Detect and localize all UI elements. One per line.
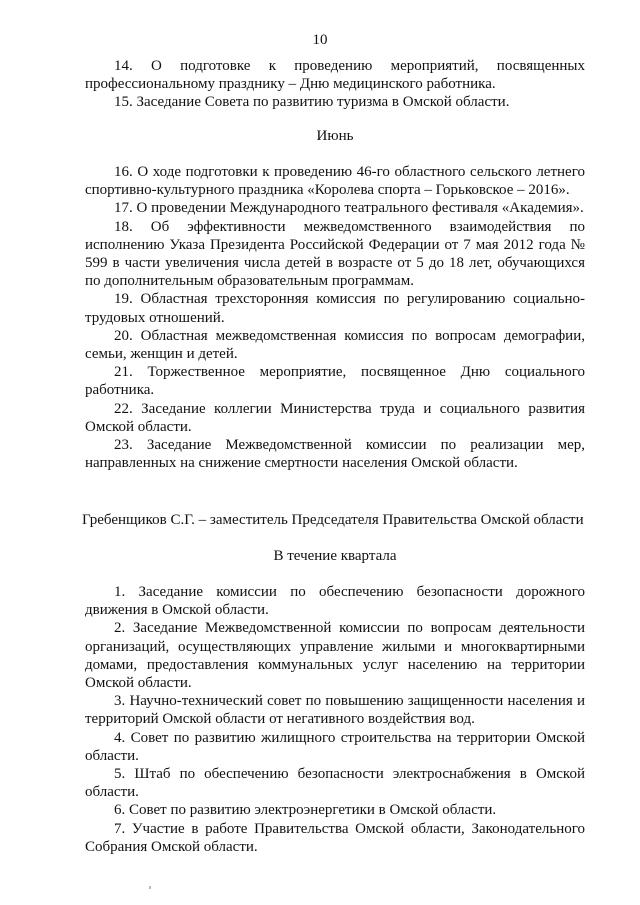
list-item: 5. Штаб по обеспечению безопасности электроснабжения в Омской области. <box>85 766 585 801</box>
list-item: 2. Заседание Межведомственной комиссии по вопросам деятельности организаций, осуществляющих управление жилыми и многоквартирными домами, предоставления коммунальных услуг населению на территории Омской области. <box>85 620 585 692</box>
list-item: 21. Торжественное мероприятие, посвященное Дню социального работника. <box>85 364 585 399</box>
responsible-line: Гребенщиков С.Г. – заместитель Председателя Правительства Омской области <box>82 512 584 528</box>
quarter-items-list <box>85 583 585 856</box>
list-item: 20. Областная межведомственная комиссия по вопросам демографии, семьи, женщин и детей. <box>85 327 585 363</box>
list-item: 17. О проведении Международного театрального фестиваля «Академия». <box>114 200 584 217</box>
responsible-person <box>82 511 592 529</box>
items-list-top <box>85 57 585 112</box>
period-heading: В течение квартала <box>273 548 397 564</box>
list-item: 7. Участие в работе Правительства Омской области, Законодательного Собрания Омской области. <box>85 820 585 855</box>
list-item: 23. Заседание Межведомственной комиссии по реализации мер, направленных на снижение смертности населения Омской области. <box>85 437 585 472</box>
month-heading: Июнь <box>316 128 354 144</box>
list-item: 4. Совет по развитию жилищного строительства на территории Омской области. <box>85 729 585 764</box>
list-item: 1. Заседание комиссии по обеспечению безопасности дорожного движения в Омской области. <box>85 584 585 619</box>
list-item: 16. О ходе подготовки к проведению 46-го областного сельского летнего спортивно-культурного праздника «Королева спорта – Горьковское – 2016». <box>85 164 585 199</box>
june-section <box>85 127 585 145</box>
list-item: 3. Научно-технический совет по повышению защищенности населения и территорий Омской области от негативного воздействия вод. <box>85 693 585 728</box>
list-item: 14. О подготовке к проведению мероприятий, посвященных профессиональному празднику – Дню медицинского работника. <box>85 58 585 93</box>
list-item: 22. Заседание коллегии Министерства труда и социального развития Омской области. <box>85 400 585 435</box>
page-number: 10 <box>312 32 328 48</box>
list-item: 6. Совет по развитию электроэнергетики в Омской области. <box>114 802 497 819</box>
list-item: 18. Об эффективности межведомственного взаимодействия по исполнению Указа Президента Российской Федерации от 7 мая 2012 года № 599 в части увеличения числа детей в возрасте от 5 до 18 лет, обучающихся по дополнительным образовательным программам. <box>85 218 585 290</box>
quarter-section <box>85 547 585 565</box>
scan-speck <box>149 886 151 889</box>
june-items-list <box>85 163 585 472</box>
list-item: 19. Областная трехсторонняя комиссия по регулированию социально-трудовых отношений. <box>85 291 585 326</box>
list-item: 15. Заседание Совета по развитию туризма в Омской области. <box>114 94 510 111</box>
